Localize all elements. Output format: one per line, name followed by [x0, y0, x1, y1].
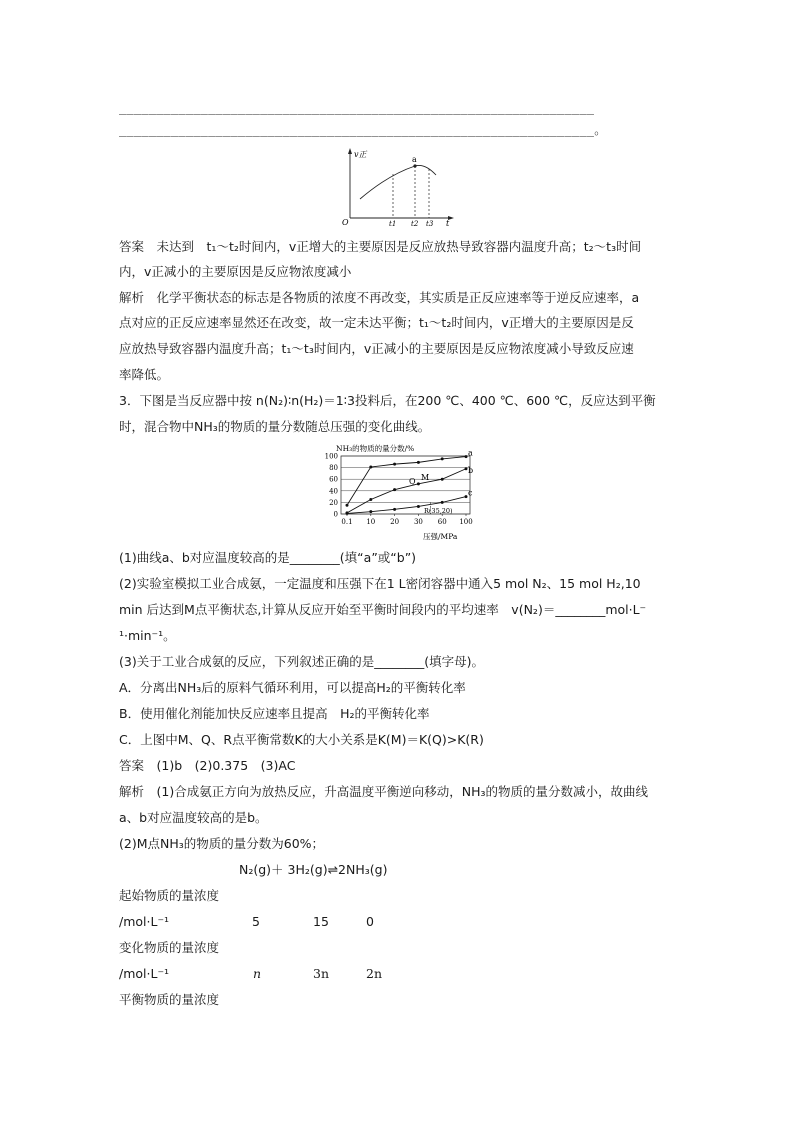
y-axis-arrow — [348, 148, 352, 154]
option-b: B．使用催化剂能加快反应速率且提高 H₂的平衡转化率 — [119, 706, 430, 721]
series-point-b-4 — [441, 478, 444, 481]
question3-line2: 时，混合物中NH₃的物质的量分数随总压强的变化曲线。 — [119, 419, 431, 434]
q2-line2: min 后达到M点平衡状态,计算从反应开始至平衡时间段内的平均速率 v(N₂)＝________mol·L⁻ — [119, 602, 647, 617]
analysis1-text1: 化学平衡状态的标志是各物质的浓度不再改变，其实质是正反应速率等于逆反应速率，a — [156, 290, 640, 305]
rate-curve — [360, 165, 436, 199]
x-tick-label-20: 20 — [390, 518, 400, 526]
series-point-c-3 — [417, 505, 420, 508]
tick-t1: t1 — [389, 220, 397, 227]
option-c: C．上图中M、Q、R点平衡常数K的大小关系是K(M)＝K(Q)>K(R) — [119, 732, 484, 747]
blank-line-2-end: 。 — [594, 123, 607, 137]
series-point-a-4 — [441, 457, 444, 460]
q1-text: (1)曲线a、b对应温度较高的是________(填“a”或“b”) — [119, 550, 417, 565]
answer3-label: 答案 — [119, 758, 145, 773]
x-tick-label-10: 10 — [366, 518, 376, 526]
y-tick-label-20: 20 — [329, 498, 338, 507]
row2-value-h2: 3n — [313, 966, 330, 981]
row1-value-h2: 15 — [313, 914, 329, 929]
x-tick-label-60: 60 — [437, 518, 447, 526]
series-point-c-2 — [393, 508, 396, 511]
blank-line-2 — [119, 121, 606, 138]
reaction-equation: N₂(g)＋ 3H₂(g)⇌2NH₃(g) — [239, 862, 388, 877]
x-tick-label-100: 100 — [459, 518, 473, 526]
series-point-c-4 — [441, 501, 444, 504]
series-point-c-0 — [346, 512, 349, 515]
q2-line1: (2)实验室模拟工业合成氨，一定温度和压强下在1 L密闭容器中通入5 mol N₂、15 mol H₂,10 — [119, 576, 641, 591]
answer3-line — [119, 758, 295, 774]
row1-unit: /mol·L⁻¹ — [119, 914, 170, 929]
analysis3-label: 解析 — [119, 784, 145, 799]
analysis1-line2: 点对应的正反应速率显然还在改变，故一定未达平衡；t₁～t₂时间内，v正增大的主要原因是反 — [119, 315, 634, 330]
question3-line1: 3．下图是当反应器中按 n(N₂)∶n(H₂)＝1∶3投料后，在200 ℃、400 ℃、600 ℃，反应达到平衡 — [119, 393, 656, 408]
row1-value-n2: 5 — [252, 914, 260, 929]
analysis3-line1 — [119, 784, 648, 800]
analysis3-line2: a、b对应温度较高的是b。 — [119, 810, 268, 825]
point-M-label: M — [421, 473, 430, 482]
analysis1-label: 解析 — [119, 290, 145, 305]
rate-time-figure — [333, 145, 458, 227]
answer1-line1 — [119, 239, 641, 255]
series-point-b-2 — [393, 488, 396, 491]
point-R-label: R(35,20) — [424, 507, 453, 515]
series-point-c-1 — [369, 510, 372, 513]
point-Q-label: Q — [409, 477, 416, 486]
series-label-c: c — [468, 488, 473, 498]
q2-line3: ¹·min⁻¹。 — [119, 628, 176, 643]
series-line-a — [347, 457, 466, 506]
blank-line-1: ________________________________________________________________ — [119, 101, 595, 115]
y-tick-label-80: 80 — [329, 464, 338, 473]
answer3-text: (1)b (2)0.375 (3)AC — [156, 758, 296, 773]
series-point-b-1 — [369, 498, 372, 501]
origin-label: O — [342, 218, 349, 227]
analysis1-line1 — [119, 290, 639, 306]
row1-value-nh3: 0 — [366, 914, 374, 929]
row2-value-n2: n — [253, 966, 262, 981]
y-tick-label-0: 0 — [333, 510, 338, 519]
series-point-a-2 — [393, 463, 396, 466]
series-label-a: a — [468, 448, 473, 458]
chart-title: NH₃的物质的量分数/% — [336, 444, 415, 453]
tick-t3: t3 — [426, 220, 434, 227]
row1-label: 起始物质的量浓度 — [119, 888, 220, 903]
analysis3-line3: (2)M点NH₃的物质的量分数为60%； — [119, 836, 325, 851]
blank-line-2-underscores: ________________________________________________________________ — [119, 123, 595, 137]
tick-t2: t2 — [411, 220, 419, 227]
y-tick-label-40: 40 — [329, 487, 338, 496]
row2-value-nh3: 2n — [366, 966, 383, 981]
series-point-a-1 — [369, 466, 372, 469]
series-point-a-0 — [346, 504, 349, 507]
row2-label: 变化物质的量浓度 — [119, 940, 220, 955]
answer1-text1: 未达到 t₁～t₂时间内，v正增大的主要原因是反应放热导致容器内温度升高；t₂～t₃时间 — [156, 239, 642, 254]
answer1-label: 答案 — [119, 239, 145, 254]
y-axis-label: v正 — [354, 150, 367, 159]
nh3-fraction-chart — [318, 442, 478, 542]
q3-text: (3)关于工业合成氨的反应，下列叙述正确的是________(填字母)。 — [119, 654, 484, 669]
peak-label: a — [412, 155, 417, 164]
y-tick-label-60: 60 — [329, 475, 338, 484]
option-a: A．分离出NH₃后的原料气循环利用，可以提高H₂的平衡转化率 — [119, 680, 466, 695]
x-tick-label-30: 30 — [413, 518, 423, 526]
x-axis-label: t — [446, 219, 450, 227]
series-point-b-3 — [417, 482, 420, 485]
x-tick-label-0.1: 0.1 — [341, 518, 353, 526]
y-tick-label-100: 100 — [324, 452, 338, 461]
series-point-a-3 — [417, 461, 420, 464]
chart-x-label: 压强/MPa — [423, 532, 458, 541]
row3-label: 平衡物质的量浓度 — [119, 992, 220, 1007]
analysis3-text1: (1)合成氨正方向为放热反应，升高温度平衡逆向移动，NH₃的物质的量分数减小，故曲线 — [156, 784, 649, 799]
analysis1-line4: 率降低。 — [119, 367, 170, 382]
answer1-line2: 内，v正减小的主要原因是反应物浓度减小 — [119, 264, 352, 279]
series-label-b: b — [468, 465, 474, 475]
analysis1-line3: 应放热导致容器内温度升高；t₁～t₃时间内，v正减小的主要原因是反应物浓度减小导致反应速 — [119, 341, 634, 356]
row2-unit: /mol·L⁻¹ — [119, 966, 170, 981]
